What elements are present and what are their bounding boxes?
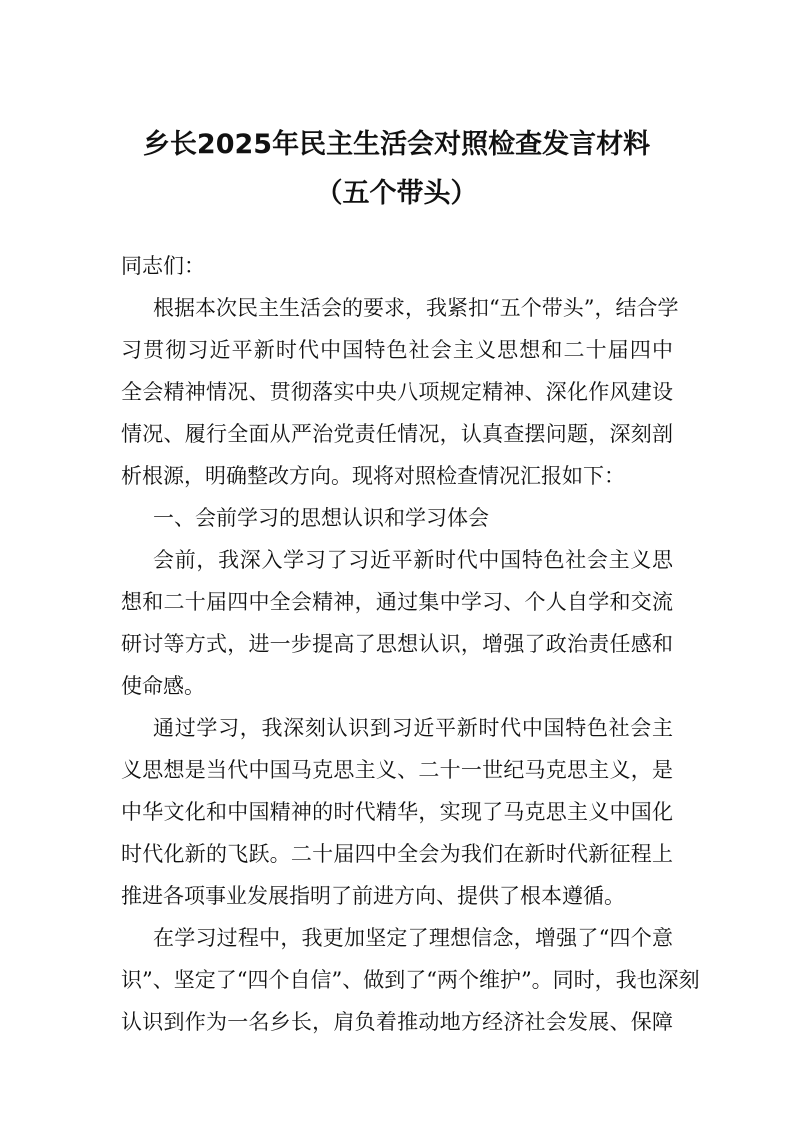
paragraph-line: 想和二十届四中全会精神，通过集中学习、个人自学和交流	[121, 590, 673, 614]
document-title: 乡长2025年民主生活会对照检查发言材料	[142, 129, 651, 160]
paragraph-line: 义思想是当代中国马克思主义、二十一世纪马克思主义，是	[121, 758, 673, 782]
paragraph-line: 全会精神情况、贯彻落实中央八项规定精神、深化作风建设	[121, 380, 673, 404]
paragraph-line: 析根源，明确整改方向。现将对照检查情况汇报如下：	[121, 464, 625, 488]
paragraph-line: 时代化新的飞跃。二十届四中全会为我们在新时代新征程上	[121, 842, 673, 866]
paragraph-study	[121, 539, 673, 707]
paragraph-line: 识”、坚定了“四个自信”、做到了“两个维护”。同时，我也深刻	[121, 968, 700, 992]
section-heading-text: 一、会前学习的思想认识和学习体会	[153, 506, 489, 530]
paragraph-line: 通过学习，我深刻认识到习近平新时代中国特色社会主	[153, 716, 673, 740]
paragraph-line: 根据本次民主生活会的要求，我紧扣“五个带头”，结合学	[153, 296, 679, 320]
paragraph-understanding	[121, 707, 673, 917]
paragraph-line: 情况、履行全面从严治党责任情况，认真查摆问题，深刻剖	[121, 422, 673, 446]
paragraph-line: 认识到作为一名乡长，肩负着推动地方经济社会发展、保障	[121, 1010, 673, 1034]
paragraph-line: 推进各项事业发展指明了前进方向、提供了根本遵循。	[121, 884, 625, 908]
paragraph-process	[121, 917, 700, 1043]
section-heading	[121, 497, 673, 539]
paragraph-intro	[121, 287, 679, 497]
paragraph-line: 中华文化和中国精神的时代精华，实现了马克思主义中国化	[121, 800, 673, 824]
paragraph-line: 会前，我深入学习了习近平新时代中国特色社会主义思	[153, 548, 673, 572]
paragraph-line: 习贯彻习近平新时代中国特色社会主义思想和二十届四中	[121, 338, 673, 362]
paragraph-line: 在学习过程中，我更加坚定了理想信念，增强了“四个意	[153, 926, 673, 950]
paragraph-line: 研讨等方式，进一步提高了思想认识，增强了政治责任感和	[121, 632, 673, 656]
salutation: 同志们：	[121, 254, 205, 278]
paragraph-line: 使命感。	[121, 674, 205, 698]
document-subtitle: （五个带头）	[315, 178, 478, 209]
